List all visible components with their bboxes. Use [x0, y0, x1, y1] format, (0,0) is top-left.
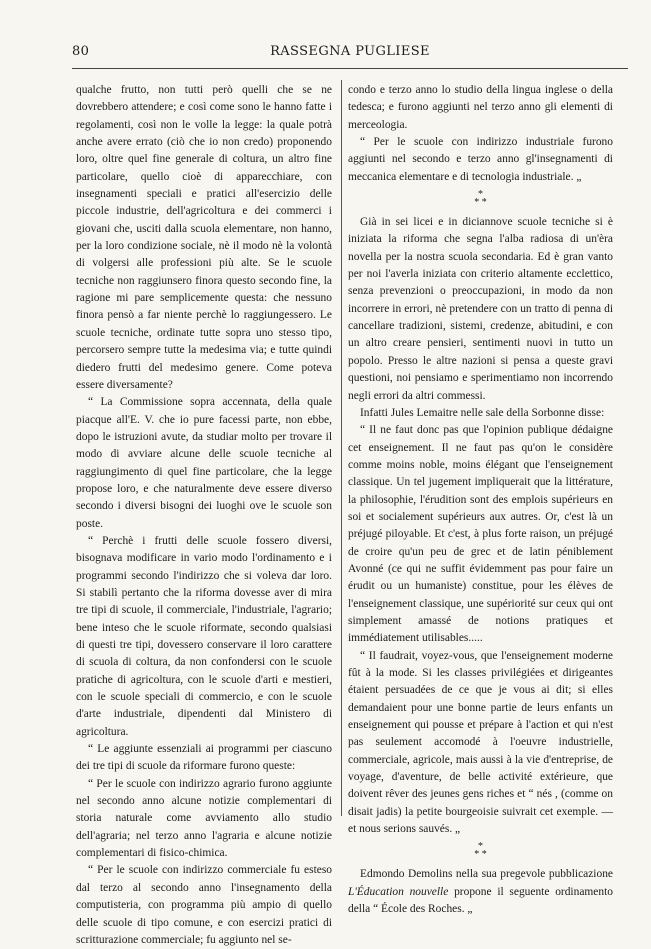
paragraph: Già in sei licei e in diciannove scuole tecniche si è iniziata la riforma che segna l'alba radiosa di un'èra novella per la nostra scuola secondaria. Ed è gran vanto per noi l'averla iniziata con criterio altamente ecclettico, senza prevenzioni o preoccupazioni, in modo da non incorrere in errori, nè pretendere con un tratto di penna di cancellare tradizioni, sistemi, credenze, abitudini, e con un altro creare pensieri, sentimenti nuovi in tutto un popolo. Presso le altre nazioni si pensa a queste gravi questioni, noi pensiamo e sperimentiamo non incorrendo negli errori da altri commessi.: [348, 216, 613, 402]
right-column: [348, 82, 613, 918]
page-header: [72, 44, 628, 64]
paragraph: “ Le aggiunte essenziali ai programmi per ciascuno dei tre tipi di scuole da riformare furono queste:: [76, 743, 332, 773]
paragraph: “ Per le scuole con indirizzo industriale furono aggiunti nel secondo e terzo anno gl'insegnamenti di meccanica elementare e di tecnologia industriale. „: [348, 136, 613, 183]
paragraph: “ Perchè i frutti delle scuole fossero diversi, bisognava modificare in vario modo l'ordinamento e i programmi secondo l'indirizzo che si voleva dar loro. Si stabilì pertanto che la riforma dovesse aver di mira tre tipi di scuole, il commerciale, l'industriale, l'agrario; bene inteso che le scuole riformate, secondo qualsiasi di questi tre tipi, dovessero conservare il loro carattere di scuola di coltura, da non confondersi con le scuole pratiche di agricoltura, con le scuole d'arti e mestieri, con le scuole speciali di commercio, e con le scuole d'arte industriale, dipendenti dal Ministero di agricoltura.: [76, 534, 332, 738]
paragraph: qualche frutto, non tutti però quelli che se ne dovrebbero attendere; e così come sono le hanno fatte i regolamenti, così non le volle la legge: la quale potrà anche avere errato (ciò che io non credo) proponendo loro, oltre quel fine generale di coltura, un altro fine particolare, quello cioè di apparecchiare, con insegnamenti speciali e pratici all'esercizio delle piccole industrie, dell'agricoltura e dei commerci i giovani che, usciti dalla scuola elementare, non hanno, per la loro condizione sociale, nè il modo nè la volontà di volgersi alle professioni più alte. Se le scuole tecniche non raggiunsero finora questo secondo fine, la ragione mi pare semplicemente questa: che nessuno finora pensò a far niente perchè lo raggiungessero. Le scuole tecniche, ordinate tutte sopra uno stesso tipo, percorsero sempre tutte la medesima via; e tutte quindi diedero frutti del medesimo genere. Come poteva essere diversamente?: [76, 84, 332, 391]
page-number: 80: [72, 44, 90, 59]
separator-stars: * *: [474, 197, 487, 209]
paragraph: Infatti Jules Lemaitre nelle sale della Sorbonne disse:: [360, 406, 605, 419]
quote-paragraph: “ Il ne faut donc pas que l'opinion publique dédaigne cet enseignement. Il ne faut pas qu'on le considère comme moins noble, moins élégant que l'enseignement classique. Un tel jugement impliquerait que la littérature, la philosophie, l'érudition sont des emplois supérieurs en soi et socialement supérieurs aux autres. Or, c'est là un préjugé piloyable. Et c'est, à plus forte raison, un préjugé de croire qu'un peu de grec et de latin péniblement Avonné (ce qui ne suffit évidemment pas pour faire un érudit ou un humaniste) constitue, pour les élèves de l'enseignement classique, une supériorité sur ceux qui ont simplement amassé de notions pratiques et immédiatement utilisables.....: [348, 424, 613, 645]
section-separator: [348, 843, 613, 859]
separator-star: *: [478, 189, 483, 201]
paragraph: “ Per le scuole con indirizzo commerciale fu esteso dal terzo al secondo anno l'insegnamento della computisteria, con programma più ampio di quello delle scuole di tipo comune, e con esercizi pratici di scritturazione commerciale; fu aggiunto nel se-: [76, 864, 332, 946]
paragraph: “ La Commissione sopra accennata, della quale piacque all'E. V. che io pure facessi parte, non ebbe, dopo le istruzioni avute, da studiar molto per trovare il modo di avviare alcune delle scuole tecniche al raggiungimento di quel fine particolare, che la legge propose loro, e che naturalmente deve essere diverso secondo i diversi bisogni dei luoghi ove le scuole son poste.: [76, 396, 332, 530]
left-column: [76, 82, 332, 949]
section-separator: [348, 191, 613, 207]
paragraph: [348, 866, 613, 918]
text-run: Edmondo Demolins nella sua pregevole pubblicazione: [360, 868, 613, 881]
quote-paragraph: “ Il faudrait, voyez-vous, que l'enseignement moderne fût à la mode. Si les classes privilégiées et dirigeantes étaient persuadées de ce que je vous ai dit; si elles demandaient pour une bonne partie de leurs enfants un enseignement qui pousse et prépare à l'action et qui n'est pas seulement accomodé à l'oeuvre industrielle, commerciale, agricole, mais aussi à la vie d'entreprise, de voyage, d'aventure, de belle activité extérieure, que doivent rêver des jeunes gens riches et “ nés , (comme on disait jadis) la petite bourgeoisie suivrait cet exemple. — et nous serions sauvés. „: [348, 649, 613, 836]
running-title: RASSEGNA PUGLIESE: [270, 44, 430, 59]
paragraph: condo e terzo anno lo studio della lingua inglese o della tedesca; e furono aggiunti nel terzo anno gli elementi di merceologia.: [348, 84, 613, 131]
column-divider: [341, 80, 342, 816]
book-title: L'Éducation nouvelle: [348, 885, 449, 898]
separator-star: *: [478, 841, 483, 853]
header-rule: [72, 68, 628, 69]
separator-stars: * *: [474, 849, 487, 861]
paragraph: “ Per le scuole con indirizzo agrario furono aggiunte nel secondo anno alcune notizie complementari di storia naturale come avviamento allo studio dell'agraria; nel terzo anno l'agraria e alcune notizie complementari di fisico-chimica.: [76, 777, 332, 860]
text-run: propone il seguente ordinamento della “ École des Roches. „: [348, 885, 613, 916]
